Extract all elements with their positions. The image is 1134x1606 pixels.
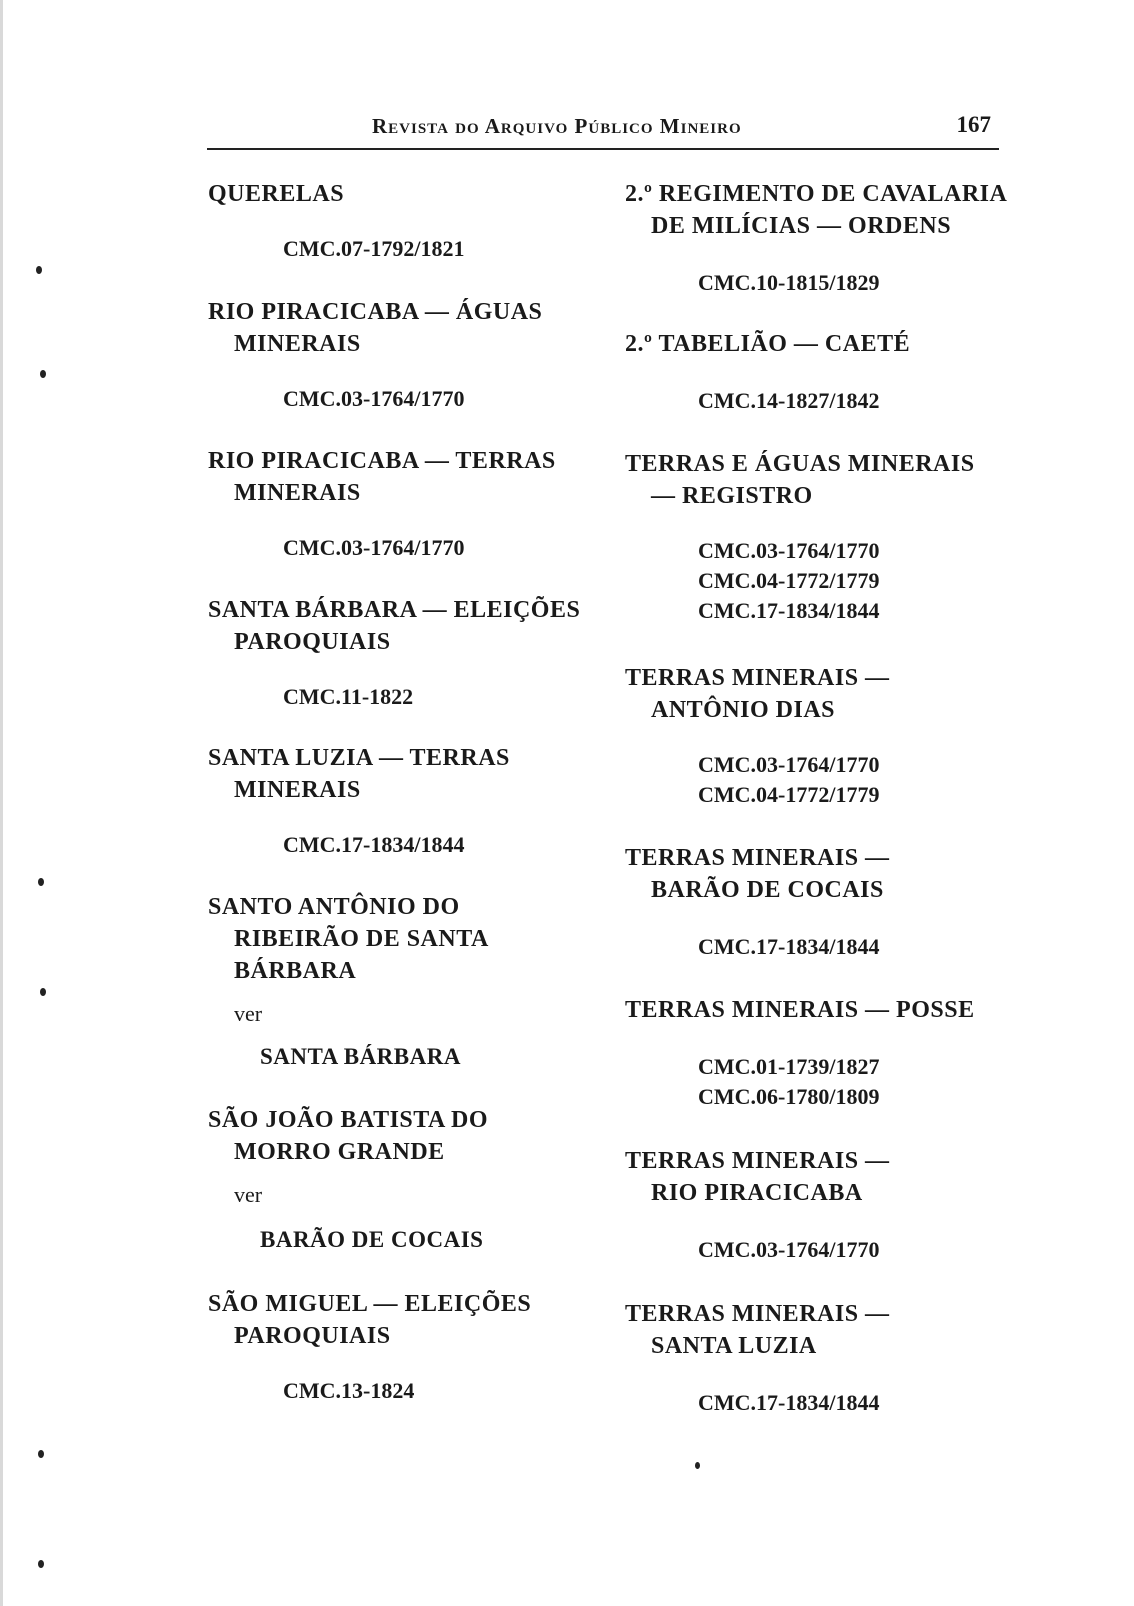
archive-code: CMC.14-1827/1842 [698, 388, 880, 413]
index-entry [625, 842, 1015, 962]
scan-edge [0, 0, 3, 1606]
entry-codes [208, 1376, 608, 1406]
entry-codes [625, 536, 1015, 626]
archive-code: CMC.06-1780/1809 [698, 1084, 880, 1109]
entry-term: 2.º REGIMENTO DE CAVALARIA [625, 181, 1008, 207]
entry-codes [625, 750, 1015, 810]
entry-codes [208, 533, 608, 563]
entry-term-continued: PAROQUIAIS [234, 1323, 391, 1349]
entry-term: TERRAS E ÁGUAS MINERAIS [625, 451, 975, 477]
entry-codes [625, 1235, 1015, 1265]
see-reference: ver [234, 1001, 263, 1026]
entry-term-continued: RIBEIRÃO DE SANTA [234, 926, 489, 952]
entry-term: TERRAS MINERAIS — POSSE [625, 997, 975, 1023]
archive-code: CMC.03-1764/1770 [698, 752, 880, 777]
entry-term: TERRAS MINERAIS — [625, 845, 890, 871]
archive-code: CMC.03-1764/1770 [283, 535, 465, 560]
archive-code: CMC.03-1764/1770 [283, 386, 465, 411]
entry-codes [625, 1388, 1015, 1418]
scan-speck [36, 266, 42, 274]
index-entry [208, 296, 608, 414]
archive-code: CMC.11-1822 [283, 684, 414, 709]
page-header [207, 112, 999, 150]
index-entry [208, 594, 608, 712]
scan-speck [695, 1462, 700, 1469]
index-entry [625, 662, 1015, 810]
see-target: SANTA BÁRBARA [260, 1044, 461, 1069]
entry-term-continued: DE MILÍCIAS — ORDENS [651, 213, 952, 239]
entry-term: SÃO MIGUEL — ELEIÇÕES [208, 1291, 532, 1317]
entry-term-continued: BÁRBARA [234, 958, 357, 984]
archive-code: CMC.01-1739/1827 [698, 1054, 880, 1079]
index-entry [208, 891, 608, 1073]
entry-term-continued: MINERAIS [234, 777, 361, 803]
index-entry [625, 1298, 1015, 1418]
entry-codes [625, 268, 1015, 298]
archive-code: CMC.03-1764/1770 [698, 1237, 880, 1262]
entry-codes [208, 830, 608, 860]
archive-code: CMC.17-1834/1844 [698, 934, 880, 959]
archive-code: CMC.04-1772/1779 [698, 782, 880, 807]
entry-term: TERRAS MINERAIS — [625, 665, 890, 691]
entry-term: TERRAS MINERAIS — [625, 1148, 890, 1174]
entry-term: RIO PIRACICABA — ÁGUAS [208, 299, 543, 325]
entry-term: SANTA BÁRBARA — ELEIÇÕES [208, 597, 581, 623]
archive-code: CMC.10-1815/1829 [698, 270, 880, 295]
entry-term-continued: MORRO GRANDE [234, 1139, 445, 1165]
entry-term-continued: MINERAIS [234, 480, 361, 506]
index-entry [625, 178, 1015, 298]
archive-code: CMC.07-1792/1821 [283, 236, 465, 261]
running-title: Revista do Arquivo Público Mineiro [372, 114, 742, 138]
index-entry [625, 1145, 1015, 1265]
entry-codes [625, 386, 1015, 416]
index-entry [208, 742, 608, 860]
entry-codes [208, 682, 608, 712]
index-entry [208, 1104, 608, 1256]
entry-term: SANTO ANTÔNIO DO [208, 894, 460, 920]
scan-speck [40, 370, 46, 378]
entry-term: SANTA LUZIA — TERRAS [208, 745, 510, 771]
entry-term: TERRAS MINERAIS — [625, 1301, 890, 1327]
archive-code: CMC.17-1834/1844 [698, 1390, 880, 1415]
entry-codes [208, 384, 608, 414]
see-target: BARÃO DE COCAIS [260, 1227, 484, 1252]
scan-speck [40, 988, 46, 996]
archive-code: CMC.17-1834/1844 [283, 832, 465, 857]
entry-term-continued: ANTÔNIO DIAS [651, 697, 836, 723]
archive-code: CMC.04-1772/1779 [698, 568, 880, 593]
entry-term: QUERELAS [208, 181, 345, 207]
index-entry [625, 994, 1015, 1112]
entry-term-continued: PAROQUIAIS [234, 629, 391, 655]
entry-term-continued: BARÃO DE COCAIS [651, 877, 884, 903]
entry-codes [625, 1052, 1015, 1112]
entry-codes [625, 932, 1015, 962]
entry-term-continued: MINERAIS [234, 331, 361, 357]
archive-code: CMC.13-1824 [283, 1378, 415, 1403]
scan-speck [38, 1450, 44, 1458]
index-entry [208, 178, 608, 264]
entry-term-continued: RIO PIRACICABA [651, 1180, 863, 1206]
page-number: 167 [956, 112, 991, 137]
entry-term: RIO PIRACICABA — TERRAS [208, 448, 556, 474]
index-entry [208, 445, 608, 563]
scan-speck [38, 1560, 44, 1568]
entry-term: 2.º TABELIÃO — CAETÉ [625, 331, 911, 357]
archive-code: CMC.03-1764/1770 [698, 538, 880, 563]
index-entry [625, 328, 1015, 416]
scan-speck [38, 878, 44, 886]
index-entry [625, 448, 1015, 626]
index-entry [208, 1288, 608, 1406]
entry-codes [208, 234, 608, 264]
entry-term-continued: — REGISTRO [651, 483, 813, 509]
archive-code: CMC.17-1834/1844 [698, 598, 880, 623]
see-reference: ver [234, 1182, 263, 1207]
entry-term: SÃO JOÃO BATISTA DO [208, 1107, 489, 1133]
entry-term-continued: SANTA LUZIA [651, 1333, 817, 1359]
